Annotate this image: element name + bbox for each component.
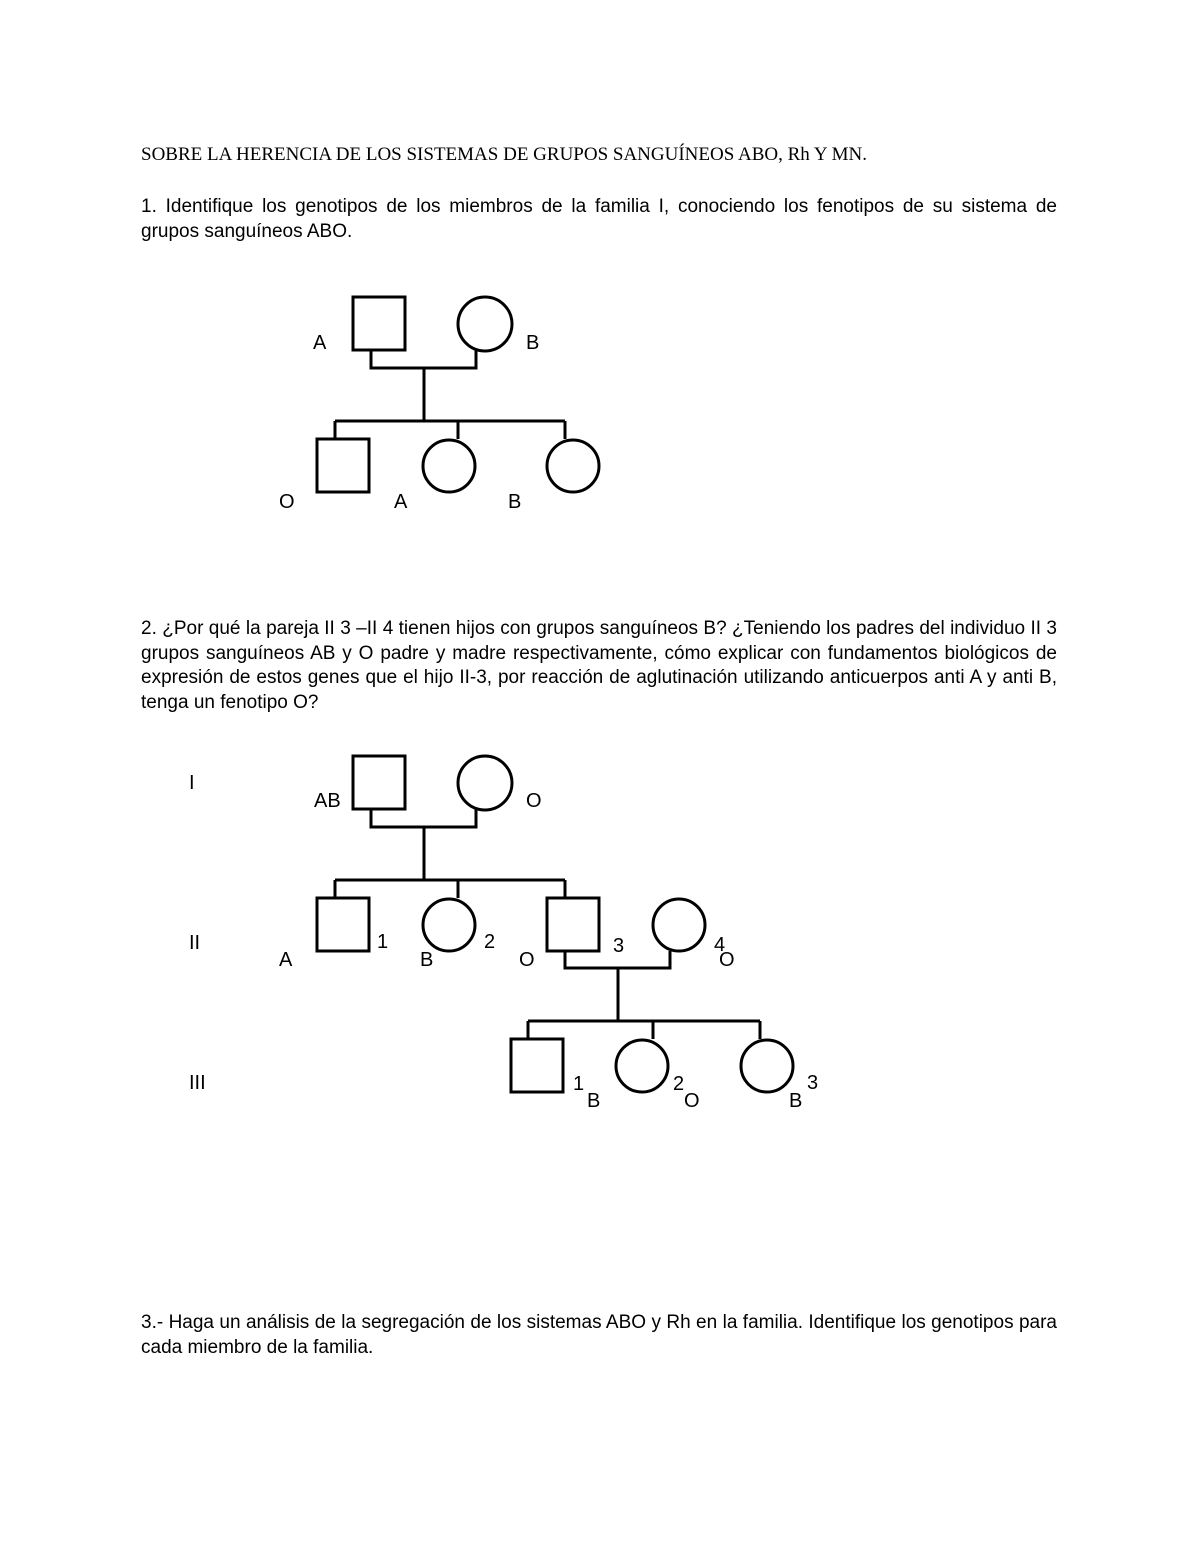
generation-label-ii: II <box>189 932 201 954</box>
gen3-member-1-number: 1 <box>573 1073 585 1095</box>
gen3-member-1-phenotype: B <box>587 1090 601 1112</box>
gen1-mother-circle <box>458 756 512 810</box>
gen3-child-drops <box>528 1021 760 1039</box>
gen2-member-2-phenotype: B <box>420 949 434 971</box>
gen2-member-4-circle <box>653 899 705 951</box>
gen3-member-2-phenotype: O <box>684 1090 700 1112</box>
pedigree-1-child-1-label: O <box>279 491 295 513</box>
question-1: 1. Identifique los genotipos de los miembros de la familia I, conociendo los fenotipos de su sistema de grupos sanguíneos ABO. <box>141 196 1057 242</box>
gen3-member-1-square <box>511 1039 563 1092</box>
gen3-member-2-number: 2 <box>673 1073 685 1095</box>
pedigree-1-child-2-label: A <box>394 491 408 513</box>
gen2-member-1-phenotype: A <box>279 949 293 971</box>
gen1-father-label: AB <box>314 790 341 812</box>
gen2-member-1-number: 1 <box>377 931 389 953</box>
gen1-mating-line <box>371 809 476 827</box>
gen3-member-3-phenotype: B <box>789 1090 803 1112</box>
pedigree-1-mother-label: B <box>526 332 540 354</box>
question-2: 2. ¿Por qué la pareja II 3 –II 4 tienen hijos con grupos sanguíneos B? ¿Teniendo los padres del individuo II 3 grupos sanguíneos AB y O padre y madre respectivamente, cómo explicar con fundamentos biológicos de expresión de estos genes que el hijo II-3, por reacción de aglutinación utilizando anticuerpos anti A y anti B, tenga un fenotipo O? <box>141 618 1057 713</box>
pedigree-1-child-3-label: B <box>508 491 522 513</box>
gen3-member-3-number: 3 <box>807 1072 819 1094</box>
question-3: 3.- Haga un análisis de la segregación de los sistemas ABO y Rh en la familia. Identifique los genotipos para cada miembro de la familia. <box>141 1312 1057 1358</box>
gen2-member-3-phenotype: O <box>519 949 535 971</box>
gen2-member-1-square <box>317 898 369 951</box>
generation-label-iii: III <box>189 1072 206 1094</box>
gen2-member-3-number: 3 <box>613 935 625 957</box>
gen2-child-drops <box>335 880 565 898</box>
generation-label-i: I <box>189 772 195 794</box>
pedigree-1-father-label: A <box>313 332 327 354</box>
gen2-member-4-phenotype: O <box>719 949 735 971</box>
gen2-member-2-number: 2 <box>484 931 496 953</box>
gen1-mother-label: O <box>526 790 542 812</box>
gen3-member-2-circle <box>616 1040 668 1092</box>
document-title: SOBRE LA HERENCIA DE LOS SISTEMAS DE GRUPOS SANGUÍNEOS ABO, Rh Y MN. <box>141 144 867 165</box>
gen2-member-3-square <box>547 898 599 951</box>
gen2-member-2-circle <box>423 899 475 951</box>
gen2-member-4-number: 4 <box>714 934 726 956</box>
gen3-member-3-circle <box>741 1040 793 1092</box>
gen1-father-square <box>353 756 405 809</box>
